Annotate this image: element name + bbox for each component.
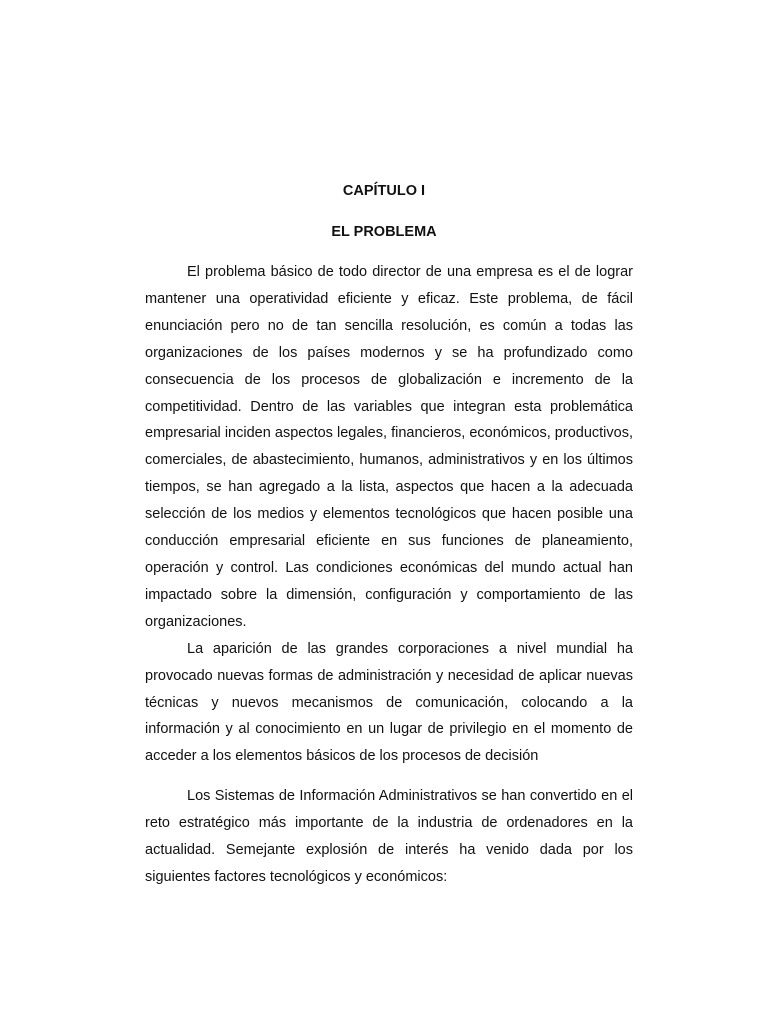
paragraph-3: Los Sistemas de Información Administrativos se han convertido en el reto estratégico más importante de la industria de ordenadores en la actualidad. Semejante explosión de interés ha venido dada por los siguientes factores tecnológicos y económicos: [145,788,633,885]
paragraph-2: La aparición de las grandes corporaciones a nivel mundial ha provocado nuevas formas de administración y necesidad de aplicar nuevas técnicas y nuevos mecanismos de comunicación, colocando a la información y al conocimiento en un lugar de privilegio en el momento de acceder a los elementos básicos de los procesos de decisión [145,640,633,765]
section-title: EL PROBLEMA [331,224,437,240]
chapter-heading: CAPÍTULO I [342,183,426,199]
paragraph-1: El problema básico de todo director de una empresa es el de lograr mantener una operatividad eficiente y eficaz. Este problema, de fácil enunciación pero no de tan sencilla resolución, es común a todas las organizaciones de los países modernos y se ha profundizado como consecuencia de los procesos de globalización e incremento de la competitividad. Dentro de las variables que integran esta problemática empresarial inciden aspectos legales, financieros, económicos, productivos, comerciales, de abastecimiento, humanos, administrativos y en los últimos tiempos, se han agregado a la lista, aspectos que hacen a la adecuada selección de los medios y elementos tecnológicos que hacen posible una conducción empresarial eficiente en sus funciones de planeamiento, operación y control. Las condiciones económicas del mundo actual han impactado sobre la dimensión, configuración y comportamiento de las organizaciones. [145,264,633,630]
body-text-block-2 [145,783,633,891]
body-text-block-1 [145,259,633,770]
